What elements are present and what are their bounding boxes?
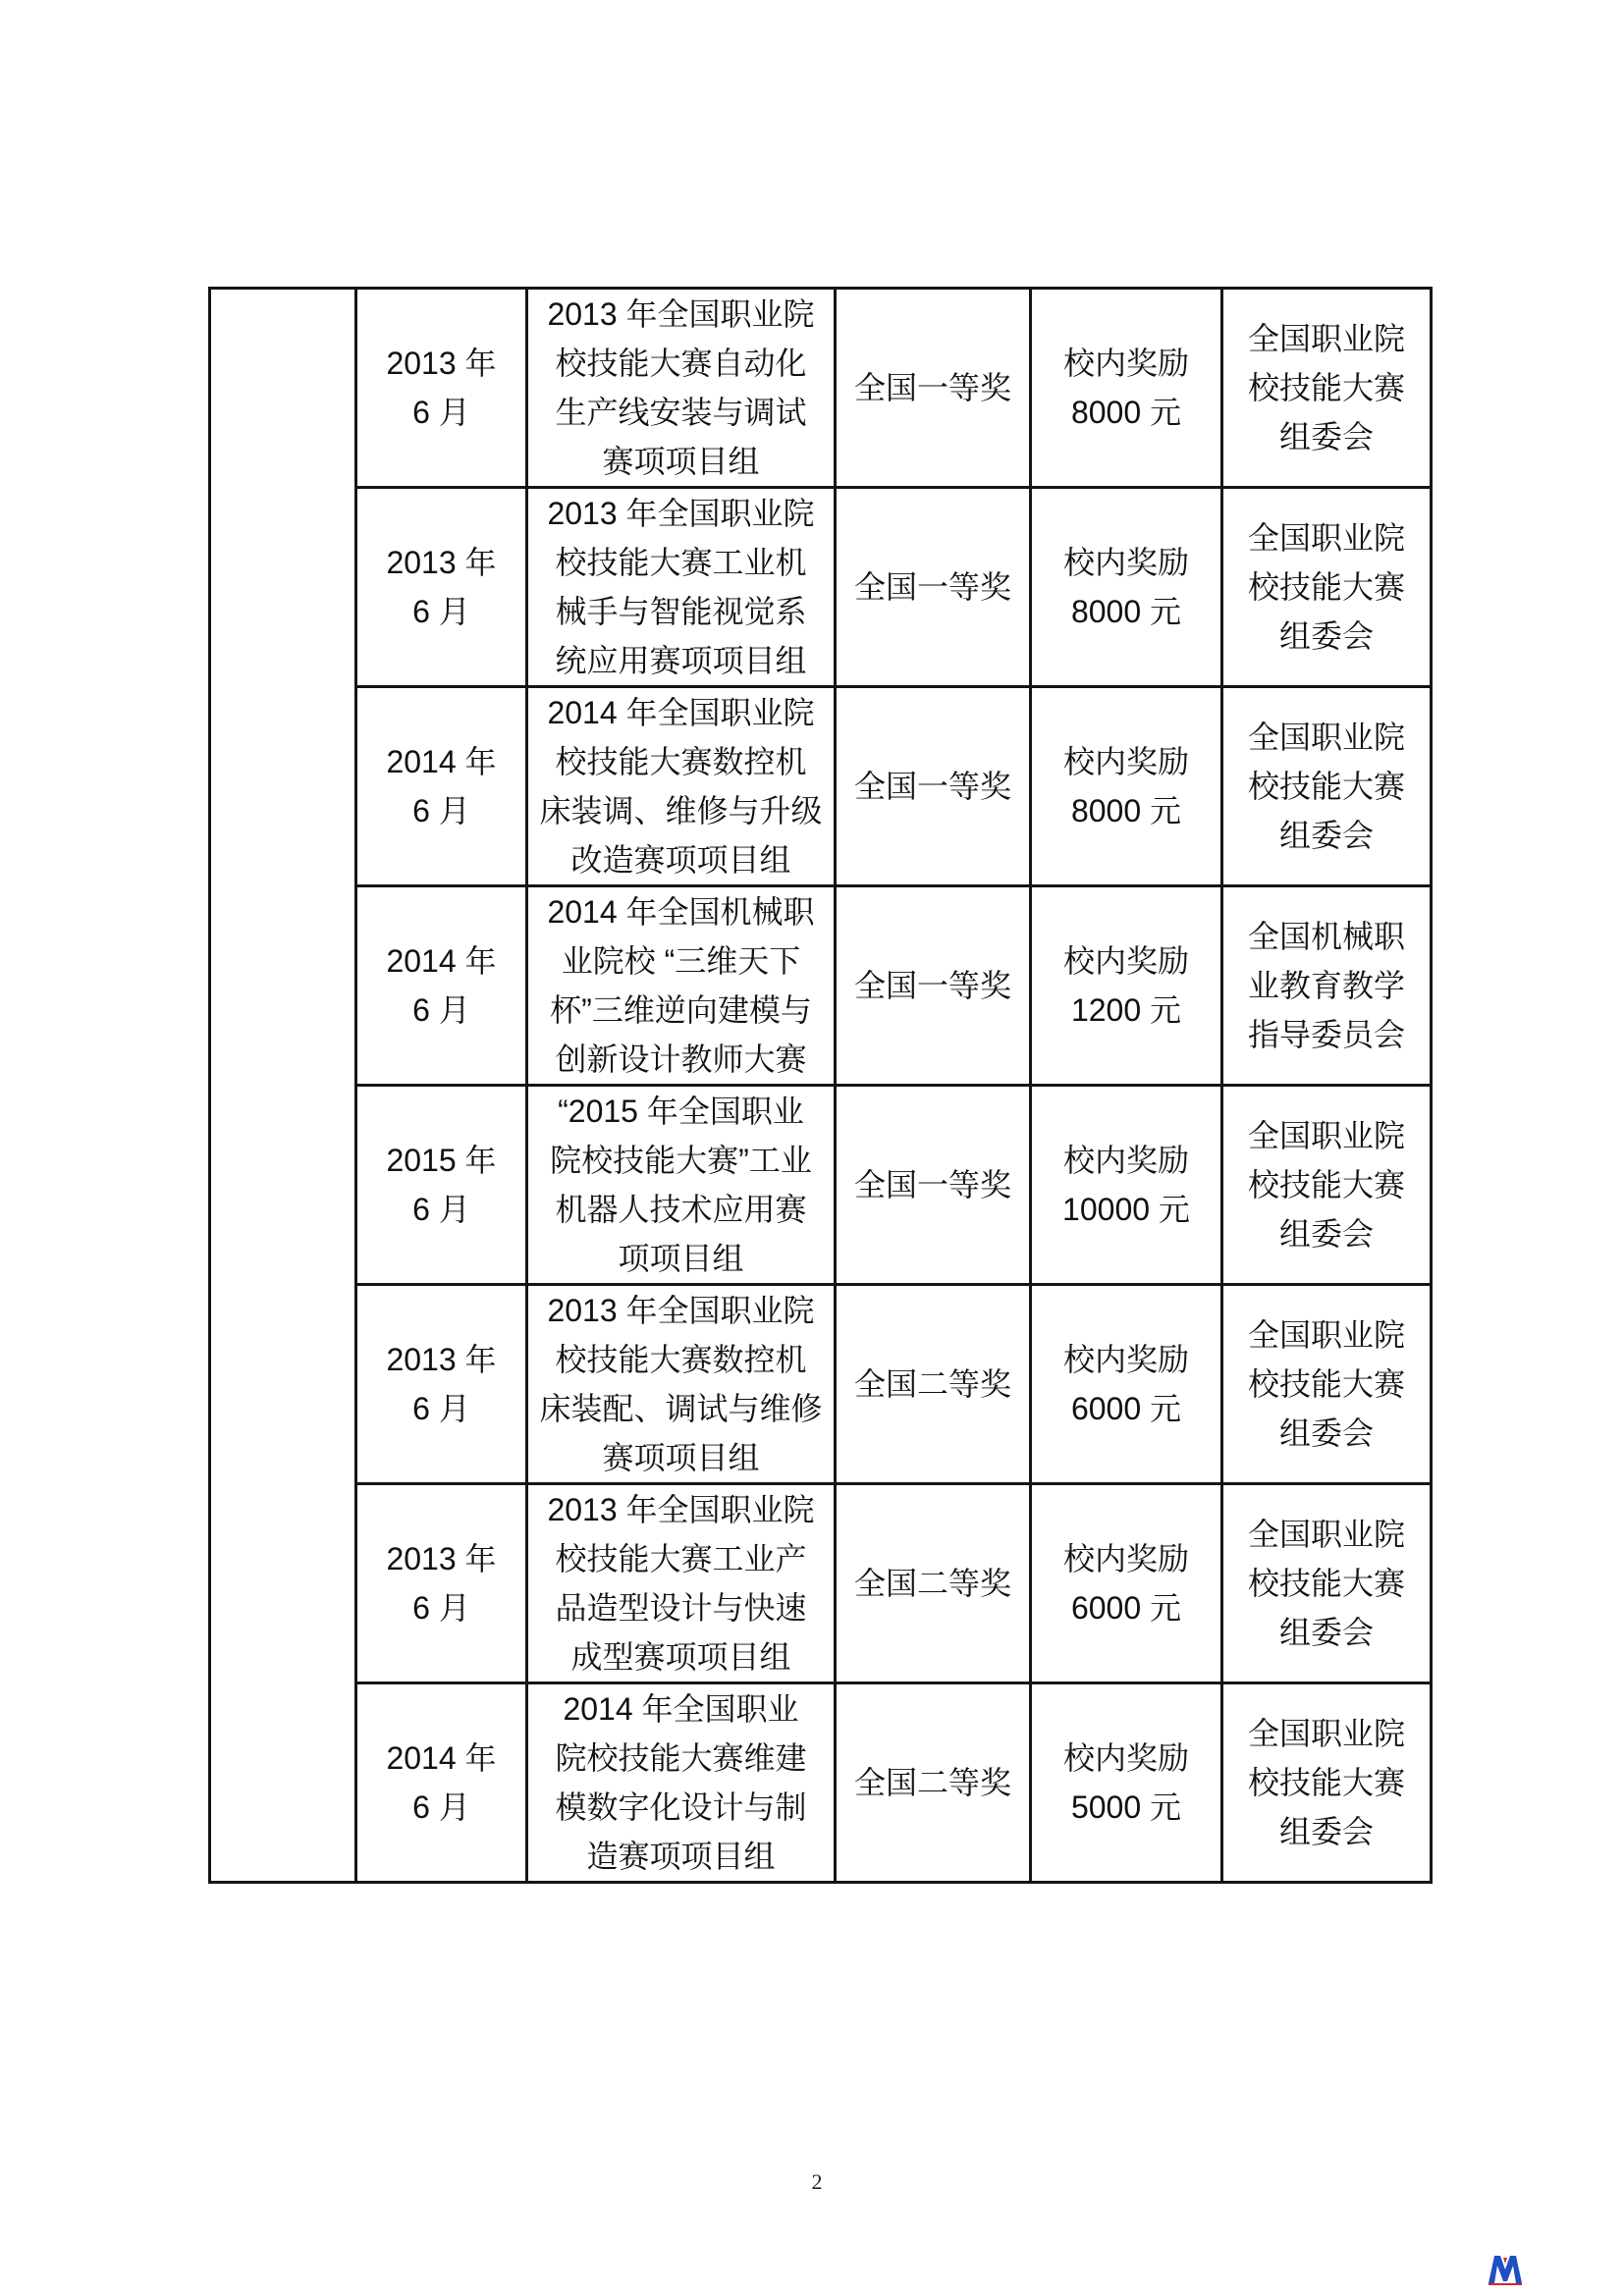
event-cell (527, 1086, 836, 1285)
reward-line: 8000 元 (1070, 594, 1182, 629)
table-row (210, 1086, 1432, 1285)
event-line: 生产线安装与调试 (555, 395, 807, 430)
event-cell (527, 1484, 836, 1683)
event-line: 2014 年全国职业院 (547, 695, 815, 730)
organizer-line: 全国机械职 (1247, 919, 1405, 954)
organizer-line: 全国职业院 (1247, 321, 1405, 356)
event-line: 2013 年全国职业院 (547, 1492, 815, 1527)
organizer-line: 业教育教学 (1247, 968, 1405, 1003)
event-line: 2014 年全国职业 (563, 1691, 799, 1727)
table-row (210, 1484, 1432, 1683)
event-line: 成型赛项项目组 (570, 1639, 791, 1675)
event-line: 业院校 “三维天下 (561, 943, 801, 979)
award-cell: 全国一等奖 (836, 1086, 1031, 1285)
date-line: 6 月 (412, 992, 470, 1028)
reward-line: 校内奖励 (1062, 1541, 1189, 1576)
event-line: 校技能大赛自动化 (555, 346, 807, 381)
organizer-line: 指导委员会 (1247, 1017, 1405, 1052)
table-row (210, 1683, 1432, 1883)
date-line: 2014 年 (386, 1740, 497, 1776)
organizer-line: 校技能大赛 (1247, 1167, 1405, 1202)
event-line: 院校技能大赛”工业 (550, 1143, 812, 1178)
organizer-line: 全国职业院 (1247, 1317, 1405, 1353)
award-cell: 全国一等奖 (836, 886, 1031, 1086)
organizer-line: 组委会 (1278, 1216, 1374, 1252)
date-cell (356, 1086, 527, 1285)
reward-line: 校内奖励 (1062, 346, 1189, 381)
reward-line: 8000 元 (1070, 793, 1182, 828)
event-line: 杯”三维逆向建模与 (550, 992, 812, 1028)
table-row (210, 289, 1432, 488)
organizer-line: 全国职业院 (1247, 720, 1405, 755)
event-line: 品造型设计与快速 (555, 1590, 807, 1626)
organizer-line: 组委会 (1278, 1615, 1374, 1650)
event-line: 院校技能大赛维建 (555, 1740, 807, 1776)
date-line: 6 月 (412, 594, 470, 629)
reward-line: 6000 元 (1070, 1590, 1182, 1626)
event-line: 2013 年全国职业院 (547, 1293, 815, 1328)
logo-icon (1487, 2252, 1524, 2285)
organizer-line: 校技能大赛 (1247, 1566, 1405, 1601)
date-line: 6 月 (412, 1192, 470, 1227)
award-cell: 全国一等奖 (836, 687, 1031, 886)
organizer-line: 全国职业院 (1247, 1118, 1405, 1153)
page-number: 2 (811, 2169, 823, 2194)
reward-line: 10000 元 (1062, 1192, 1190, 1227)
date-line: 2013 年 (386, 545, 497, 580)
reward-cell (1031, 289, 1222, 488)
reward-line: 校内奖励 (1062, 744, 1189, 779)
award-cell: 全国一等奖 (836, 289, 1031, 488)
date-cell (356, 1285, 527, 1484)
date-line: 6 月 (412, 1590, 470, 1626)
date-line: 2015 年 (386, 1143, 497, 1178)
date-line: 2014 年 (386, 943, 497, 979)
organizer-line: 校技能大赛 (1247, 1366, 1405, 1402)
date-cell (356, 488, 527, 687)
event-line: 项项目组 (618, 1241, 744, 1276)
award-cell: 全国二等奖 (836, 1285, 1031, 1484)
date-line: 2013 年 (386, 1541, 497, 1576)
date-line: 2013 年 (386, 346, 497, 381)
table-row (210, 886, 1432, 1086)
category-cell (210, 289, 356, 1883)
organizer-cell (1222, 886, 1432, 1086)
reward-cell (1031, 1683, 1222, 1883)
reward-cell (1031, 687, 1222, 886)
date-cell (356, 289, 527, 488)
organizer-cell (1222, 687, 1432, 886)
date-line: 2014 年 (386, 744, 497, 779)
event-line: 床装调、维修与升级 (539, 793, 823, 828)
date-line: 6 月 (412, 395, 470, 430)
date-cell (356, 886, 527, 1086)
event-line: 创新设计教师大赛 (555, 1041, 807, 1077)
event-line: 校技能大赛数控机 (555, 744, 807, 779)
reward-cell (1031, 1086, 1222, 1285)
award-cell: 全国二等奖 (836, 1683, 1031, 1883)
event-line: 赛项项目组 (602, 444, 760, 479)
reward-line: 8000 元 (1070, 395, 1182, 430)
event-line: 机器人技术应用赛 (555, 1192, 807, 1227)
reward-cell (1031, 886, 1222, 1086)
organizer-cell (1222, 1484, 1432, 1683)
event-line: 校技能大赛工业机 (555, 545, 807, 580)
event-line: 床装配、调试与维修 (539, 1391, 823, 1426)
table-body (210, 289, 1432, 1883)
event-line: 校技能大赛工业产 (555, 1541, 807, 1576)
date-line: 6 月 (412, 1391, 470, 1426)
organizer-line: 校技能大赛 (1247, 370, 1405, 405)
date-cell (356, 687, 527, 886)
table-row (210, 687, 1432, 886)
date-cell (356, 1484, 527, 1683)
event-line: “2015 年全国职业 (558, 1094, 804, 1129)
event-cell (527, 687, 836, 886)
organizer-line: 校技能大赛 (1247, 769, 1405, 804)
reward-cell (1031, 1285, 1222, 1484)
event-line: 赛项项目组 (602, 1440, 760, 1475)
event-line: 械手与智能视觉系 (555, 594, 807, 629)
reward-line: 校内奖励 (1062, 1342, 1189, 1377)
organizer-line: 全国职业院 (1247, 1517, 1405, 1552)
organizer-line: 组委会 (1278, 1415, 1374, 1451)
reward-line: 5000 元 (1070, 1789, 1182, 1825)
event-cell (527, 1683, 836, 1883)
event-cell (527, 1285, 836, 1484)
organizer-cell (1222, 1285, 1432, 1484)
date-line: 2013 年 (386, 1342, 497, 1377)
event-cell (527, 488, 836, 687)
event-cell (527, 886, 836, 1086)
organizer-line: 校技能大赛 (1247, 1765, 1405, 1800)
reward-line: 校内奖励 (1062, 943, 1189, 979)
organizer-line: 组委会 (1278, 419, 1374, 454)
reward-line: 1200 元 (1070, 992, 1182, 1028)
organizer-cell (1222, 488, 1432, 687)
event-cell (527, 289, 836, 488)
event-line: 造赛项项目组 (586, 1839, 776, 1874)
event-line: 2013 年全国职业院 (547, 496, 815, 531)
awards-table (208, 287, 1433, 1884)
event-line: 2013 年全国职业院 (547, 296, 815, 332)
reward-cell (1031, 488, 1222, 687)
event-line: 改造赛项项目组 (570, 842, 791, 878)
award-cell: 全国二等奖 (836, 1484, 1031, 1683)
table-row (210, 488, 1432, 687)
organizer-line: 全国职业院 (1247, 520, 1405, 556)
organizer-line: 全国职业院 (1247, 1716, 1405, 1751)
event-line: 模数字化设计与制 (555, 1789, 807, 1825)
organizer-line: 组委会 (1278, 818, 1374, 853)
reward-line: 校内奖励 (1062, 545, 1189, 580)
reward-cell (1031, 1484, 1222, 1683)
event-line: 校技能大赛数控机 (555, 1342, 807, 1377)
reward-line: 校内奖励 (1062, 1740, 1189, 1776)
organizer-line: 组委会 (1278, 1814, 1374, 1849)
reward-line: 校内奖励 (1062, 1143, 1189, 1178)
event-line: 统应用赛项项目组 (555, 643, 807, 678)
organizer-line: 校技能大赛 (1247, 569, 1405, 605)
event-line: 2014 年全国机械职 (547, 894, 815, 930)
date-line: 6 月 (412, 1789, 470, 1825)
organizer-cell (1222, 1086, 1432, 1285)
reward-line: 6000 元 (1070, 1391, 1182, 1426)
organizer-cell (1222, 289, 1432, 488)
organizer-line: 组委会 (1278, 618, 1374, 654)
organizer-cell (1222, 1683, 1432, 1883)
date-line: 6 月 (412, 793, 470, 828)
table-row (210, 1285, 1432, 1484)
date-cell (356, 1683, 527, 1883)
award-cell: 全国一等奖 (836, 488, 1031, 687)
